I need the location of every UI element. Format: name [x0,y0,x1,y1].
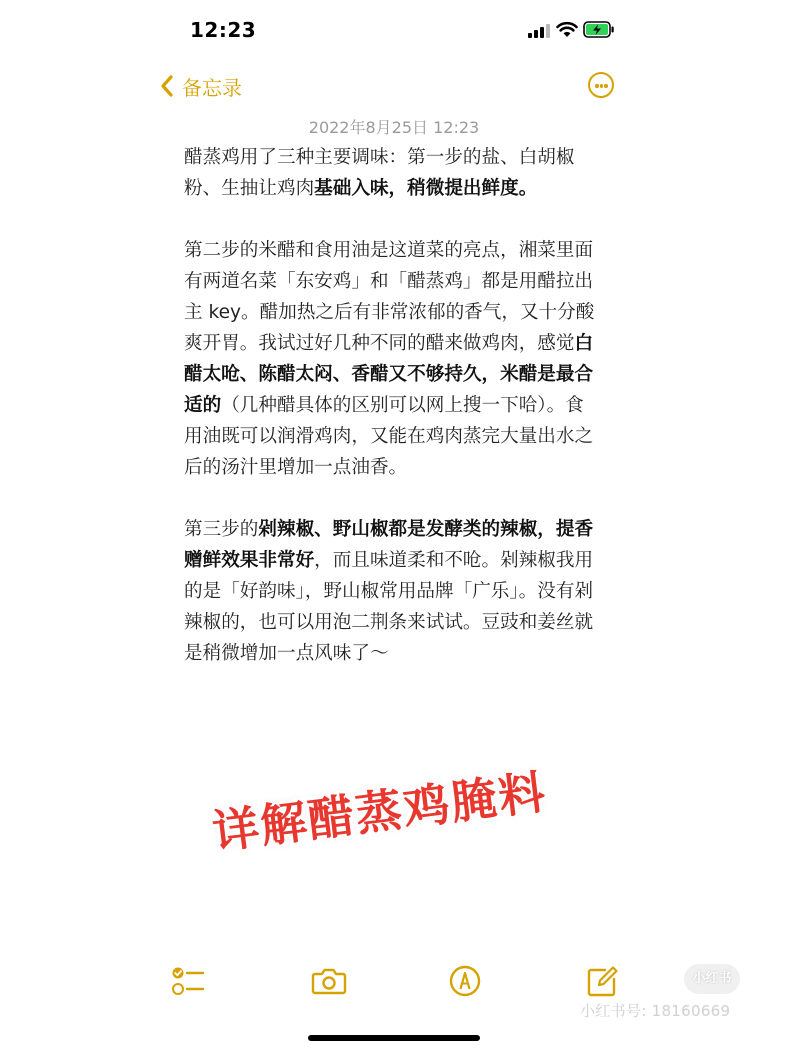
note-paragraph-2: 第二步的米醋和食用油是这道菜的亮点，湘菜里面有两道名菜「东安鸡」和「醋蒸鸡」都是用醋拉出主 key。醋加热之后有非常浓郁的香气，又十分酸爽开胃。我试过好几种不同的醋来做鸡肉，感觉白醋太呛、陈醋太闷、香醋又不够持久，米醋是最合适的（几种醋具体的区别可以网上搜一下哈）。食用油既可以润滑鸡肉，又能在鸡肉蒸完大量出水之后的汤汁里增加一点油香。 [184,240,595,478]
status-bar [0,0,788,60]
cellular-signal-icon [528,24,550,38]
compose-icon[interactable] [585,964,621,998]
note-date: 2022年8月25日 12:23 [308,118,480,137]
note-paragraph-1: 醋蒸鸡用了三种主要调味：第一步的盐、白胡椒粉、生抽让鸡肉基础入味，稍微提出鲜度。 [184,147,575,199]
pen-markup-icon[interactable] [447,964,483,998]
watermark-id: 小红书号: 18160669 [580,1002,731,1020]
home-indicator[interactable] [308,1035,480,1041]
back-button[interactable] [160,72,242,100]
wifi-icon [556,21,578,38]
note-body[interactable] [184,142,596,700]
note-paragraph-3: 第三步的剁辣椒、野山椒都是发酵类的辣椒，提香赠鲜效果非常好，而且味道柔和不呛。剁辣椒我用的是「好韵味」，野山椒常用品牌「广乐」。没有剁辣椒的，也可以用泡二荆条来试试。豆豉和姜丝就是稍微增加一点风味了～ [184,519,594,664]
back-button-label: 备忘录 [182,75,242,100]
watermark-logo: 小红书 [684,964,740,994]
chevron-left-icon [160,74,174,98]
overlay-title: 详解醋蒸鸡腌料 [209,764,550,860]
checklist-icon[interactable] [170,964,206,998]
battery-charging-icon [583,21,615,38]
ellipsis-circle-icon[interactable] [588,72,614,98]
camera-icon[interactable] [311,964,347,998]
status-time: 12:23 [190,18,257,42]
